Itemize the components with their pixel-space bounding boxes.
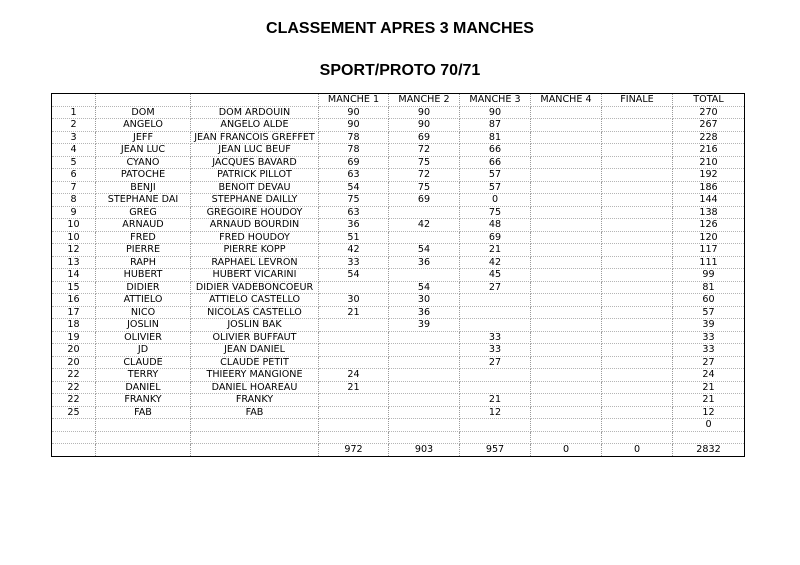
rank-cell: 22 <box>52 369 96 382</box>
header-row <box>52 94 745 107</box>
fullname-cell: RAPHAEL LEVRON <box>191 256 319 269</box>
finale-cell <box>602 169 673 182</box>
nickname-cell: DIDIER <box>96 281 191 294</box>
finale-cell <box>602 206 673 219</box>
table-row <box>52 381 745 394</box>
rank-cell <box>52 444 96 457</box>
finale-cell <box>602 144 673 157</box>
total-cell: 81 <box>673 281 745 294</box>
nickname-cell: JOSLIN <box>96 319 191 332</box>
nickname-cell: CYANO <box>96 156 191 169</box>
table-row <box>52 394 745 407</box>
manche2-cell: 72 <box>389 144 460 157</box>
manche1-cell: 78 <box>319 144 389 157</box>
manche4-cell <box>531 294 602 307</box>
nickname-cell: JD <box>96 344 191 357</box>
manche2-cell: 39 <box>389 319 460 332</box>
manche1-cell: 24 <box>319 369 389 382</box>
manche4-cell <box>531 106 602 119</box>
finale-cell <box>602 331 673 344</box>
nickname-cell: FAB <box>96 406 191 419</box>
manche4-cell <box>531 431 602 444</box>
table-row <box>52 106 745 119</box>
table-row <box>52 194 745 207</box>
manche3-cell: 57 <box>460 181 531 194</box>
manche1-cell: 54 <box>319 181 389 194</box>
fullname-cell: GREGOIRE HOUDOY <box>191 206 319 219</box>
manche1-cell <box>319 431 389 444</box>
finale-cell <box>602 106 673 119</box>
table-row <box>52 206 745 219</box>
total-cell: 12 <box>673 406 745 419</box>
manche3-cell <box>460 369 531 382</box>
totals-row <box>52 444 745 457</box>
fullname-cell: BENOIT DEVAU <box>191 181 319 194</box>
manche4-cell <box>531 344 602 357</box>
manche2-cell <box>389 369 460 382</box>
total-cell: 111 <box>673 256 745 269</box>
manche1-cell: 36 <box>319 219 389 232</box>
fullname-cell: JEAN FRANCOIS GREFFET <box>191 131 319 144</box>
manche1-cell: 90 <box>319 106 389 119</box>
fullname-cell: PIERRE KOPP <box>191 244 319 257</box>
nickname-cell: JEAN LUC <box>96 144 191 157</box>
manche4-cell <box>531 156 602 169</box>
table-row <box>52 331 745 344</box>
manche3-cell: 21 <box>460 394 531 407</box>
manche3-cell: 957 <box>460 444 531 457</box>
rank-cell: 22 <box>52 394 96 407</box>
manche1-cell: 63 <box>319 169 389 182</box>
rank-cell <box>52 431 96 444</box>
fullname-cell: DIDIER VADEBONCOEUR <box>191 281 319 294</box>
table-row <box>52 431 745 444</box>
manche3-cell: 66 <box>460 156 531 169</box>
rank-cell: 19 <box>52 331 96 344</box>
manche2-cell: 75 <box>389 181 460 194</box>
manche4-cell <box>531 219 602 232</box>
finale-cell <box>602 231 673 244</box>
standings-table <box>51 93 745 457</box>
rank-cell: 5 <box>52 156 96 169</box>
table-row <box>52 119 745 132</box>
fullname-cell: ANGELO ALDE <box>191 119 319 132</box>
page-title: CLASSEMENT APRES 3 MANCHES <box>266 20 534 37</box>
manche1-cell: 54 <box>319 269 389 282</box>
rank-cell: 20 <box>52 356 96 369</box>
total-cell: 210 <box>673 156 745 169</box>
manche2-cell <box>389 269 460 282</box>
nickname-cell: CLAUDE <box>96 356 191 369</box>
manche2-cell <box>389 406 460 419</box>
manche3-cell: MANCHE 3 <box>460 94 531 107</box>
finale-cell: 0 <box>602 444 673 457</box>
manche4-cell <box>531 144 602 157</box>
finale-cell <box>602 119 673 132</box>
fullname-cell: HUBERT VICARINI <box>191 269 319 282</box>
rank-cell: 13 <box>52 256 96 269</box>
rank-cell: 9 <box>52 206 96 219</box>
manche1-cell <box>319 394 389 407</box>
manche1-cell: 21 <box>319 306 389 319</box>
table-row <box>52 131 745 144</box>
manche4-cell <box>531 206 602 219</box>
manche2-cell <box>389 381 460 394</box>
manche1-cell: 42 <box>319 244 389 257</box>
nickname-cell <box>96 94 191 107</box>
manche1-cell: 90 <box>319 119 389 132</box>
manche2-cell <box>389 356 460 369</box>
rank-cell: 10 <box>52 231 96 244</box>
finale-cell <box>602 344 673 357</box>
finale-cell <box>602 244 673 257</box>
total-cell: 267 <box>673 119 745 132</box>
total-cell: 39 <box>673 319 745 332</box>
manche4-cell <box>531 381 602 394</box>
nickname-cell: TERRY <box>96 369 191 382</box>
finale-cell <box>602 419 673 432</box>
nickname-cell <box>96 431 191 444</box>
manche1-cell <box>319 331 389 344</box>
manche4-cell <box>531 331 602 344</box>
manche3-cell: 66 <box>460 144 531 157</box>
manche3-cell <box>460 431 531 444</box>
table-row <box>52 244 745 257</box>
manche3-cell: 57 <box>460 169 531 182</box>
manche2-cell: 54 <box>389 244 460 257</box>
manche4-cell <box>531 269 602 282</box>
rank-cell: 14 <box>52 269 96 282</box>
manche1-cell: 51 <box>319 231 389 244</box>
manche4-cell <box>531 281 602 294</box>
nickname-cell: DANIEL <box>96 381 191 394</box>
total-cell: 186 <box>673 181 745 194</box>
fullname-cell: JEAN LUC BEUF <box>191 144 319 157</box>
manche4-cell <box>531 181 602 194</box>
manche3-cell: 45 <box>460 269 531 282</box>
finale-cell <box>602 156 673 169</box>
manche3-cell <box>460 381 531 394</box>
manche2-cell: 30 <box>389 294 460 307</box>
manche1-cell: 30 <box>319 294 389 307</box>
finale-cell <box>602 394 673 407</box>
manche3-cell: 27 <box>460 356 531 369</box>
nickname-cell: RAPH <box>96 256 191 269</box>
table-row <box>52 156 745 169</box>
fullname-cell <box>191 419 319 432</box>
table-row <box>52 281 745 294</box>
nickname-cell: OLIVIER <box>96 331 191 344</box>
table-row <box>52 144 745 157</box>
total-cell: 126 <box>673 219 745 232</box>
table-row <box>52 219 745 232</box>
rank-cell: 10 <box>52 219 96 232</box>
manche3-cell: 27 <box>460 281 531 294</box>
nickname-cell: ATTIELO <box>96 294 191 307</box>
fullname-cell: FAB <box>191 406 319 419</box>
finale-cell: FINALE <box>602 94 673 107</box>
table-row <box>52 419 745 432</box>
fullname-cell <box>191 444 319 457</box>
manche1-cell: 75 <box>319 194 389 207</box>
total-cell: 27 <box>673 356 745 369</box>
manche4-cell <box>531 419 602 432</box>
manche3-cell: 33 <box>460 331 531 344</box>
manche3-cell: 48 <box>460 219 531 232</box>
manche1-cell <box>319 281 389 294</box>
manche3-cell: 12 <box>460 406 531 419</box>
rank-cell: 2 <box>52 119 96 132</box>
manche1-cell: 63 <box>319 206 389 219</box>
manche2-cell: 75 <box>389 156 460 169</box>
table-row <box>52 319 745 332</box>
rank-cell: 18 <box>52 319 96 332</box>
nickname-cell: HUBERT <box>96 269 191 282</box>
manche4-cell <box>531 244 602 257</box>
manche2-cell <box>389 394 460 407</box>
category-subtitle: SPORT/PROTO 70/71 <box>319 62 481 79</box>
manche2-cell: MANCHE 2 <box>389 94 460 107</box>
total-cell: 216 <box>673 144 745 157</box>
rank-cell: 4 <box>52 144 96 157</box>
finale-cell <box>602 369 673 382</box>
manche4-cell <box>531 194 602 207</box>
manche2-cell <box>389 419 460 432</box>
finale-cell <box>602 406 673 419</box>
manche2-cell: 36 <box>389 256 460 269</box>
manche2-cell: 54 <box>389 281 460 294</box>
manche4-cell <box>531 131 602 144</box>
nickname-cell: FRED <box>96 231 191 244</box>
manche3-cell: 75 <box>460 206 531 219</box>
manche1-cell: 33 <box>319 256 389 269</box>
manche2-cell: 90 <box>389 106 460 119</box>
table-row <box>52 256 745 269</box>
table-row <box>52 231 745 244</box>
manche4-cell: MANCHE 4 <box>531 94 602 107</box>
total-cell: 60 <box>673 294 745 307</box>
rank-cell: 17 <box>52 306 96 319</box>
finale-cell <box>602 256 673 269</box>
table-row <box>52 356 745 369</box>
nickname-cell <box>96 419 191 432</box>
finale-cell <box>602 219 673 232</box>
rank-cell: 16 <box>52 294 96 307</box>
manche1-cell: 78 <box>319 131 389 144</box>
total-cell: 117 <box>673 244 745 257</box>
manche2-cell: 72 <box>389 169 460 182</box>
manche2-cell: 69 <box>389 131 460 144</box>
finale-cell <box>602 306 673 319</box>
manche3-cell: 33 <box>460 344 531 357</box>
total-cell: 21 <box>673 381 745 394</box>
nickname-cell: BENJI <box>96 181 191 194</box>
rank-cell: 12 <box>52 244 96 257</box>
manche4-cell <box>531 119 602 132</box>
finale-cell <box>602 281 673 294</box>
manche4-cell <box>531 406 602 419</box>
fullname-cell <box>191 431 319 444</box>
nickname-cell: NICO <box>96 306 191 319</box>
total-cell: 138 <box>673 206 745 219</box>
manche1-cell: 69 <box>319 156 389 169</box>
manche4-cell <box>531 256 602 269</box>
table-row <box>52 294 745 307</box>
table-row <box>52 269 745 282</box>
total-cell <box>673 431 745 444</box>
manche4-cell <box>531 231 602 244</box>
total-cell: 21 <box>673 394 745 407</box>
total-cell: TOTAL <box>673 94 745 107</box>
rank-cell: 1 <box>52 106 96 119</box>
rank-cell: 8 <box>52 194 96 207</box>
fullname-cell <box>191 94 319 107</box>
manche4-cell <box>531 394 602 407</box>
fullname-cell: DANIEL HOAREAU <box>191 381 319 394</box>
manche3-cell <box>460 419 531 432</box>
fullname-cell: STEPHANE DAILLY <box>191 194 319 207</box>
fullname-cell: JOSLIN BAK <box>191 319 319 332</box>
manche3-cell: 90 <box>460 106 531 119</box>
finale-cell <box>602 181 673 194</box>
manche2-cell: 69 <box>389 194 460 207</box>
table-row <box>52 181 745 194</box>
table-row <box>52 369 745 382</box>
rank-cell <box>52 419 96 432</box>
finale-cell <box>602 431 673 444</box>
manche4-cell <box>531 369 602 382</box>
finale-cell <box>602 294 673 307</box>
manche1-cell <box>319 344 389 357</box>
fullname-cell: CLAUDE PETIT <box>191 356 319 369</box>
finale-cell <box>602 381 673 394</box>
nickname-cell <box>96 444 191 457</box>
total-cell: 0 <box>673 419 745 432</box>
table-row <box>52 344 745 357</box>
fullname-cell: FRED HOUDOY <box>191 231 319 244</box>
manche3-cell: 69 <box>460 231 531 244</box>
nickname-cell: DOM <box>96 106 191 119</box>
finale-cell <box>602 269 673 282</box>
manche1-cell: MANCHE 1 <box>319 94 389 107</box>
manche2-cell <box>389 344 460 357</box>
fullname-cell: ATTIELO CASTELLO <box>191 294 319 307</box>
nickname-cell: STEPHANE DAI <box>96 194 191 207</box>
manche2-cell <box>389 331 460 344</box>
rank-cell: 25 <box>52 406 96 419</box>
total-cell: 192 <box>673 169 745 182</box>
total-cell: 228 <box>673 131 745 144</box>
total-cell: 120 <box>673 231 745 244</box>
total-cell: 24 <box>673 369 745 382</box>
rank-cell: 3 <box>52 131 96 144</box>
nickname-cell: PIERRE <box>96 244 191 257</box>
manche4-cell <box>531 169 602 182</box>
fullname-cell: OLIVIER BUFFAUT <box>191 331 319 344</box>
total-cell: 33 <box>673 344 745 357</box>
fullname-cell: JACQUES BAVARD <box>191 156 319 169</box>
manche2-cell: 90 <box>389 119 460 132</box>
manche3-cell: 87 <box>460 119 531 132</box>
rank-cell <box>52 94 96 107</box>
total-cell: 99 <box>673 269 745 282</box>
total-cell: 144 <box>673 194 745 207</box>
finale-cell <box>602 319 673 332</box>
total-cell: 57 <box>673 306 745 319</box>
fullname-cell: JEAN DANIEL <box>191 344 319 357</box>
rank-cell: 22 <box>52 381 96 394</box>
total-cell: 33 <box>673 331 745 344</box>
manche3-cell: 0 <box>460 194 531 207</box>
manche1-cell <box>319 406 389 419</box>
fullname-cell: THIEERY MANGIONE <box>191 369 319 382</box>
manche4-cell <box>531 356 602 369</box>
fullname-cell: NICOLAS CASTELLO <box>191 306 319 319</box>
manche4-cell <box>531 306 602 319</box>
nickname-cell: ARNAUD <box>96 219 191 232</box>
fullname-cell: ARNAUD BOURDIN <box>191 219 319 232</box>
manche4-cell <box>531 319 602 332</box>
manche1-cell <box>319 356 389 369</box>
finale-cell <box>602 194 673 207</box>
nickname-cell: ANGELO <box>96 119 191 132</box>
manche3-cell: 21 <box>460 244 531 257</box>
manche2-cell <box>389 431 460 444</box>
manche1-cell: 21 <box>319 381 389 394</box>
fullname-cell: DOM ARDOUIN <box>191 106 319 119</box>
manche1-cell: 972 <box>319 444 389 457</box>
manche1-cell <box>319 419 389 432</box>
fullname-cell: PATRICK PILLOT <box>191 169 319 182</box>
nickname-cell: FRANKY <box>96 394 191 407</box>
total-cell: 2832 <box>696 444 721 456</box>
nickname-cell: PATOCHE <box>96 169 191 182</box>
manche3-cell <box>460 319 531 332</box>
table-row <box>52 169 745 182</box>
manche1-cell <box>319 319 389 332</box>
manche3-cell <box>460 294 531 307</box>
manche3-cell: 81 <box>460 131 531 144</box>
nickname-cell: GREG <box>96 206 191 219</box>
fullname-cell: FRANKY <box>191 394 319 407</box>
manche3-cell: 42 <box>460 256 531 269</box>
table-row <box>52 306 745 319</box>
rank-cell: 20 <box>52 344 96 357</box>
manche4-cell: 0 <box>531 444 602 457</box>
manche2-cell: 36 <box>389 306 460 319</box>
total-cell: 270 <box>673 106 745 119</box>
manche2-cell <box>389 206 460 219</box>
finale-cell <box>602 356 673 369</box>
nickname-cell: JEFF <box>96 131 191 144</box>
manche2-cell <box>389 231 460 244</box>
rank-cell: 7 <box>52 181 96 194</box>
manche3-cell <box>460 306 531 319</box>
manche2-cell: 903 <box>389 444 460 457</box>
rank-cell: 15 <box>52 281 96 294</box>
rank-cell: 6 <box>52 169 96 182</box>
table-row <box>52 406 745 419</box>
manche2-cell: 42 <box>389 219 460 232</box>
finale-cell <box>602 131 673 144</box>
